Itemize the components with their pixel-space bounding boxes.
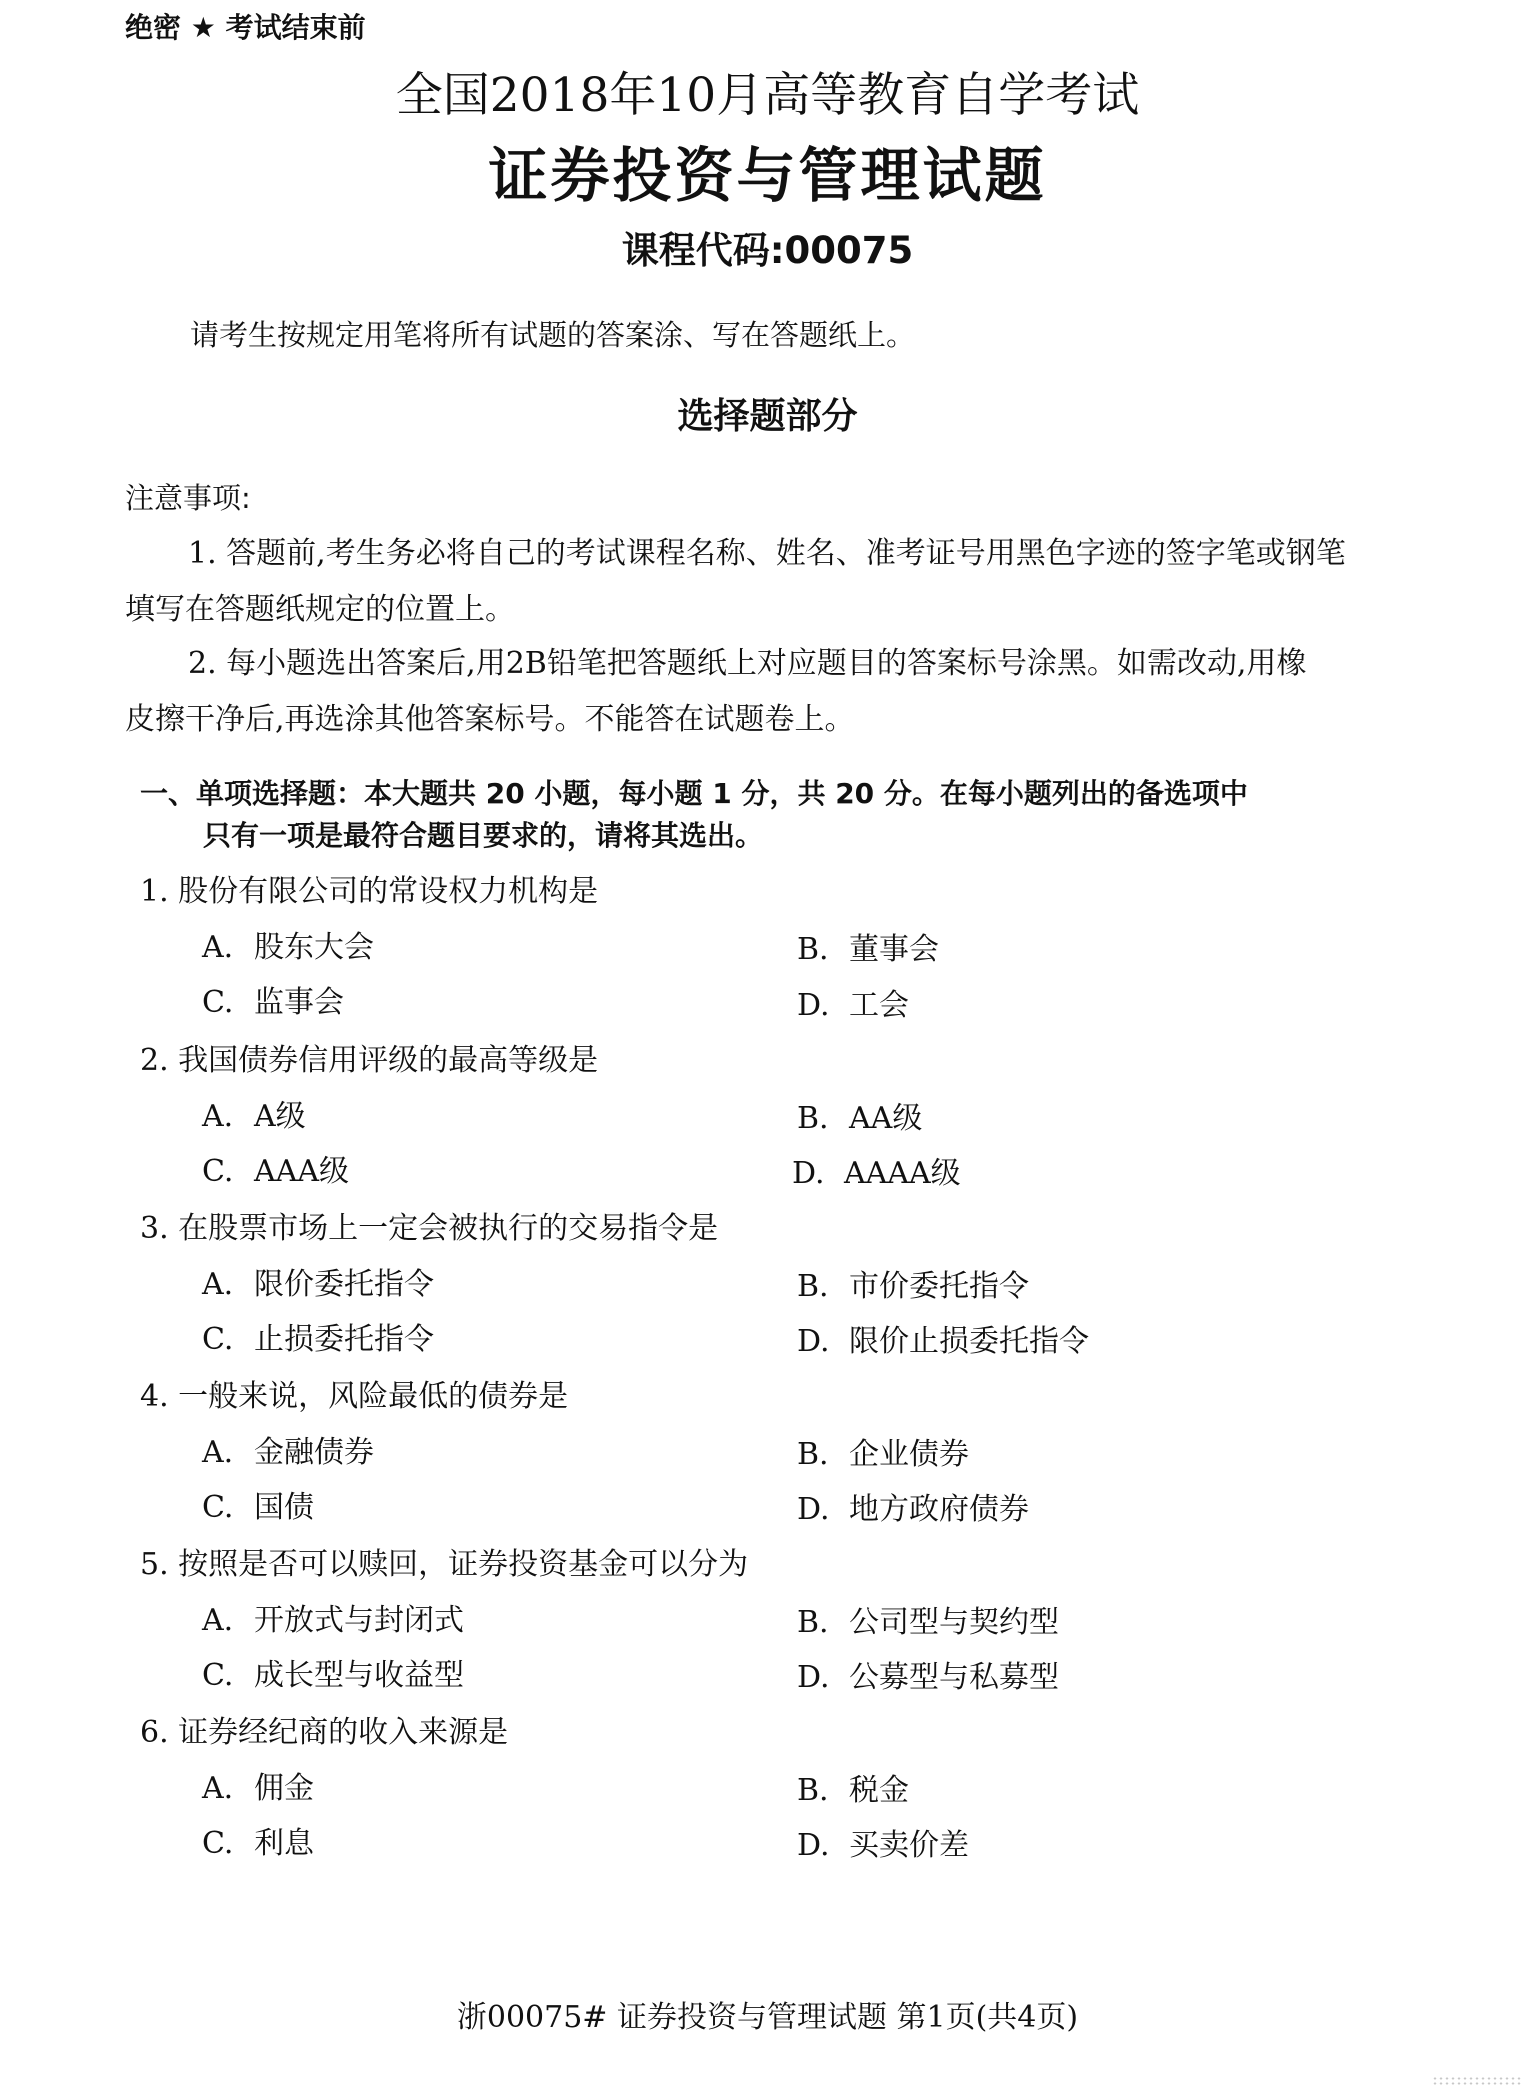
option-label: C. bbox=[202, 1490, 234, 1525]
option-b bbox=[797, 1765, 909, 1809]
option-label: B. bbox=[797, 932, 829, 967]
option-text: A级 bbox=[254, 1099, 306, 1134]
answer-instruction: 请考生按规定用笔将所有试题的答案涂、写在答题纸上。 bbox=[190, 318, 916, 352]
option-text: 限价委托指令 bbox=[254, 1267, 434, 1302]
option-label: A. bbox=[202, 930, 234, 965]
option-label: B. bbox=[797, 1605, 829, 1640]
option-label: B. bbox=[797, 1269, 829, 1304]
option-text: 限价止损委托指令 bbox=[849, 1324, 1089, 1359]
section-heading: 只有一项是最符合题目要求的，请将其选出。 bbox=[203, 819, 764, 852]
option-text: 工会 bbox=[849, 988, 909, 1023]
course-code: 课程代码:00075 bbox=[621, 229, 914, 272]
note-line: 填写在答题纸规定的位置上。 bbox=[125, 592, 515, 627]
option-text: 佣金 bbox=[254, 1771, 314, 1806]
notes-title: 注意事项: bbox=[125, 481, 251, 515]
option-label: A. bbox=[202, 1771, 234, 1806]
option-a bbox=[202, 1259, 434, 1303]
option-label: C. bbox=[202, 1154, 234, 1189]
option-label: A. bbox=[202, 1099, 234, 1134]
option-label: B. bbox=[797, 1773, 829, 1808]
option-b bbox=[797, 924, 939, 968]
paper-title: 证券投资与管理试题 bbox=[488, 141, 1047, 210]
question-stem: 2. 我国债券信用评级的最高等级是 bbox=[140, 1043, 599, 1078]
option-b bbox=[797, 1597, 1059, 1641]
option-text: 买卖价差 bbox=[849, 1828, 969, 1863]
option-label: D. bbox=[797, 1492, 830, 1527]
option-text: 成长型与收益型 bbox=[254, 1658, 464, 1693]
question-stem: 5. 按照是否可以赎回，证券投资基金可以分为 bbox=[140, 1547, 749, 1582]
option-text: 国债 bbox=[254, 1490, 314, 1525]
option-text: 税金 bbox=[849, 1773, 909, 1808]
option-label: B. bbox=[797, 1101, 829, 1136]
page-footer: 浙00075# 证券投资与管理试题 第1页(共4页) bbox=[456, 2000, 1079, 2035]
option-label: D. bbox=[797, 1660, 830, 1695]
option-a bbox=[202, 922, 374, 966]
option-c bbox=[202, 1650, 464, 1694]
option-text: 市价委托指令 bbox=[849, 1269, 1029, 1304]
option-text: 公募型与私募型 bbox=[849, 1660, 1059, 1695]
option-d bbox=[792, 1148, 961, 1192]
option-text: 地方政府债券 bbox=[849, 1492, 1029, 1527]
option-label: C. bbox=[202, 1658, 234, 1693]
option-text: 股东大会 bbox=[254, 930, 374, 965]
option-b bbox=[797, 1429, 969, 1473]
option-label: A. bbox=[202, 1603, 234, 1638]
option-text: AAA级 bbox=[254, 1154, 349, 1189]
option-text: 企业债券 bbox=[849, 1437, 969, 1472]
option-label: D. bbox=[797, 1324, 830, 1359]
option-c bbox=[202, 1482, 314, 1526]
question-stem: 3. 在股票市场上一定会被执行的交易指令是 bbox=[140, 1211, 719, 1246]
question-stem: 1. 股份有限公司的常设权力机构是 bbox=[140, 874, 599, 909]
option-d bbox=[797, 1652, 1059, 1696]
option-text: 董事会 bbox=[849, 932, 939, 967]
option-d bbox=[797, 980, 909, 1024]
option-label: D. bbox=[797, 1828, 830, 1863]
option-label: C. bbox=[202, 1826, 234, 1861]
note-line: 皮擦干净后,再选涂其他答案标号。不能答在试题卷上。 bbox=[125, 702, 855, 737]
question-stem: 6. 证券经纪商的收入来源是 bbox=[140, 1715, 509, 1750]
scan-artifact bbox=[1432, 2076, 1522, 2086]
option-label: C. bbox=[202, 985, 234, 1020]
option-a bbox=[202, 1427, 374, 1471]
exam-name: 全国2018年10月高等教育自学考试 bbox=[395, 68, 1140, 123]
option-text: 公司型与契约型 bbox=[849, 1605, 1059, 1640]
option-a bbox=[202, 1595, 464, 1639]
option-text: 利息 bbox=[254, 1826, 314, 1861]
option-d bbox=[797, 1316, 1089, 1360]
option-text: AA级 bbox=[849, 1101, 923, 1136]
option-label: A. bbox=[202, 1435, 234, 1470]
option-label: B. bbox=[797, 1437, 829, 1472]
option-label: D. bbox=[792, 1156, 825, 1191]
part-title: 选择题部分 bbox=[677, 396, 858, 437]
note-line: 1. 答题前,考生务必将自己的考试课程名称、姓名、准考证号用黑色字迹的签字笔或钢笔 bbox=[188, 536, 1346, 571]
option-c bbox=[202, 977, 344, 1021]
option-a bbox=[202, 1763, 314, 1807]
option-text: 监事会 bbox=[254, 985, 344, 1020]
option-b bbox=[797, 1261, 1029, 1305]
secret-notice: 绝密 ★ 考试结束前 bbox=[125, 11, 366, 44]
option-label: A. bbox=[202, 1267, 234, 1302]
option-a bbox=[202, 1091, 306, 1135]
option-text: 开放式与封闭式 bbox=[254, 1603, 464, 1638]
section-heading: 一、单项选择题：本大题共 20 小题，每小题 1 分，共 20 分。在每小题列出的备选项中 bbox=[140, 777, 1248, 810]
option-c bbox=[202, 1818, 314, 1862]
option-text: 止损委托指令 bbox=[254, 1322, 434, 1357]
option-b bbox=[797, 1093, 922, 1137]
note-line: 2. 每小题选出答案后,用2B铅笔把答题纸上对应题目的答案标号涂黑。如需改动,用橡 bbox=[188, 646, 1307, 681]
option-label: C. bbox=[202, 1322, 234, 1357]
option-c bbox=[202, 1314, 434, 1358]
option-c bbox=[202, 1146, 349, 1190]
option-text: 金融债券 bbox=[254, 1435, 374, 1470]
question-stem: 4. 一般来说，风险最低的债券是 bbox=[140, 1379, 569, 1414]
option-label: D. bbox=[797, 988, 830, 1023]
option-d bbox=[797, 1484, 1029, 1528]
option-d bbox=[797, 1820, 969, 1864]
option-text: AAAA级 bbox=[844, 1156, 961, 1191]
